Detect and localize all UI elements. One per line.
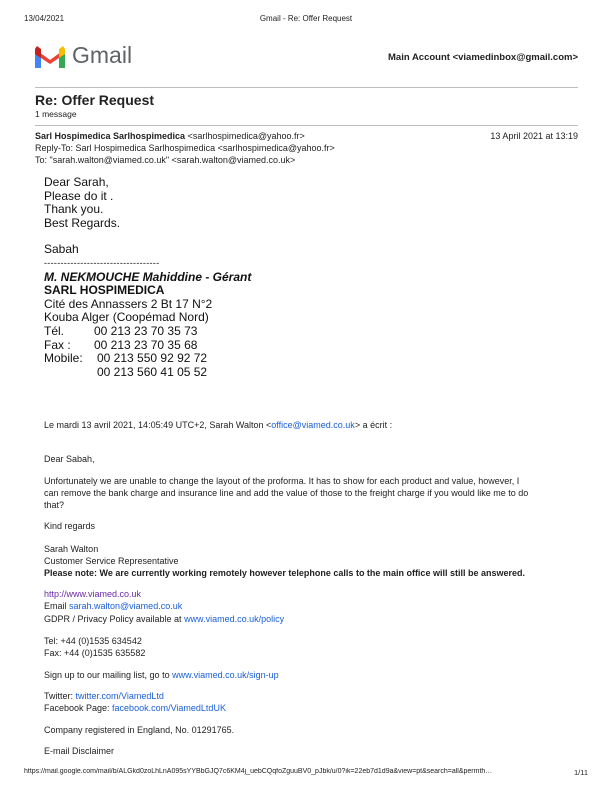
message-body [44,176,251,379]
facebook-label: Facebook Page: [44,702,113,713]
signup-link[interactable]: www.viamed.co.uk/sign-up [172,670,279,680]
paragraph-line: that? [44,499,65,510]
thread-subject: Re: Offer Request [35,92,155,108]
account-label: Main Account <viamedinbox@gmail.com> [388,52,578,63]
social-block [44,691,226,715]
page-number: 1/11 [573,768,588,777]
print-title: Gmail - Re: Offer Request [259,14,353,23]
signature-company: SARL HOSPIMEDICA [44,283,165,298]
office-email-link[interactable]: office@viamed.co.uk [271,420,355,430]
quote-signature [44,544,525,579]
phone-block [44,636,145,660]
phone-label: Mobile: [44,351,83,366]
body-line: Please do it . [44,188,114,203]
email-link[interactable]: sarah.walton@viamed.co.uk [69,600,183,611]
signature-phone [44,366,251,380]
signature-phone [44,325,251,339]
paragraph-line: can remove the bank charge and insurance line and add the value of those to the freight charge if you would like me to do [44,487,529,498]
print-footer-url: https://mail.google.com/mail/b/ALGkd0zoLhLnA095sYYBbGJQ7c6KM4j_uebCQqfoZguuBV0_pJbk/u/0?ik=22eb7d1d9a&view=pt&search=all&permth… [24,768,493,775]
facebook-link[interactable]: facebook.com/ViamedLtdUK [112,702,226,713]
signature-role: Customer Service Representative [44,555,179,566]
website-link[interactable]: http://www.viamed.co.uk [44,589,142,599]
sender-name: Sarl Hospimedica Sarlhospimedica [35,131,186,141]
signature-divider: ----------------------------------- [44,257,160,268]
gmail-wordmark: Gmail [72,42,133,68]
body-line: Thank you. [44,202,104,217]
quote-intro [44,420,392,432]
sender-email: <sarlhospimedica@yahoo.fr> [187,131,305,141]
phone-value: 00 213 23 70 35 73 [94,323,198,338]
reply-to: Reply-To: Sarl Hospimedica Sarlhospimedica <sarlhospimedica@yahoo.fr> [35,143,335,153]
phone-value: 00 213 560 41 05 52 [97,364,208,379]
company-registration: Company registered in England, No. 01291765. [44,725,235,735]
signup-label: Sign up to our mailing list, go to [44,670,173,680]
message-date: 13 April 2021 at 13:19 [490,131,578,141]
quote-greeting: Dear Sabah, [44,454,95,464]
to-line: To: "sarah.walton@viamed.co.uk" <sarah.walton@viamed.co.uk> [35,155,296,165]
phone-value: 00 213 23 70 35 68 [94,337,198,352]
fax-line: Fax: +44 (0)1535 635582 [44,647,146,658]
quote-intro-text: > a écrit : [354,420,393,430]
twitter-link[interactable]: twitter.com/ViamedLtd [75,691,164,701]
body-line: Best Regards. [44,215,121,230]
signature-name: M. NEKMOUCHE Mahiddine - Gérant [44,269,252,284]
print-date: 13/04/2021 [24,14,65,23]
signature-address: Cité des Annassers 2 Bt 17 N°2 [44,296,213,311]
signup-line [44,670,279,682]
signature-phone [44,352,251,366]
gdpr-label: GDPR / Privacy Policy available at [44,613,185,624]
email-label: Email [44,600,70,611]
remote-note: Please note: We are currently working remotely however telephone calls to the main office will still be answered. [44,567,525,578]
contact-block [44,589,284,625]
signoff: Sabah [44,242,79,257]
divider [35,125,578,126]
quote-closing: Kind regards [44,521,96,531]
gmail-logo-icon [35,45,65,68]
paragraph-line: Unfortunately we are unable to change the layout of the proforma. It has to show for each product and value, however, I [44,476,520,486]
signature-phone [44,339,251,353]
sender-line [35,130,305,142]
policy-link[interactable]: www.viamed.co.uk/policy [184,613,285,624]
phone-value: 00 213 550 92 92 72 [97,351,208,366]
message-count: 1 message [35,109,77,119]
quote-intro-text: Le mardi 13 avril 2021, 14:05:49 UTC+2, Sarah Walton < [44,420,272,430]
twitter-label: Twitter: [44,691,76,701]
body-line: Dear Sarah, [44,175,109,189]
signature-address: Kouba Alger (Coopémad Nord) [44,310,209,325]
quote-paragraph [44,476,528,511]
tel-line: Tel: +44 (0)1535 634542 [44,636,142,646]
divider [35,87,578,88]
email-disclaimer: E-mail Disclaimer [44,746,115,756]
phone-label: Tél. [44,323,65,338]
signature-name: Sarah Walton [44,544,99,554]
phone-label: Fax : [44,337,71,352]
